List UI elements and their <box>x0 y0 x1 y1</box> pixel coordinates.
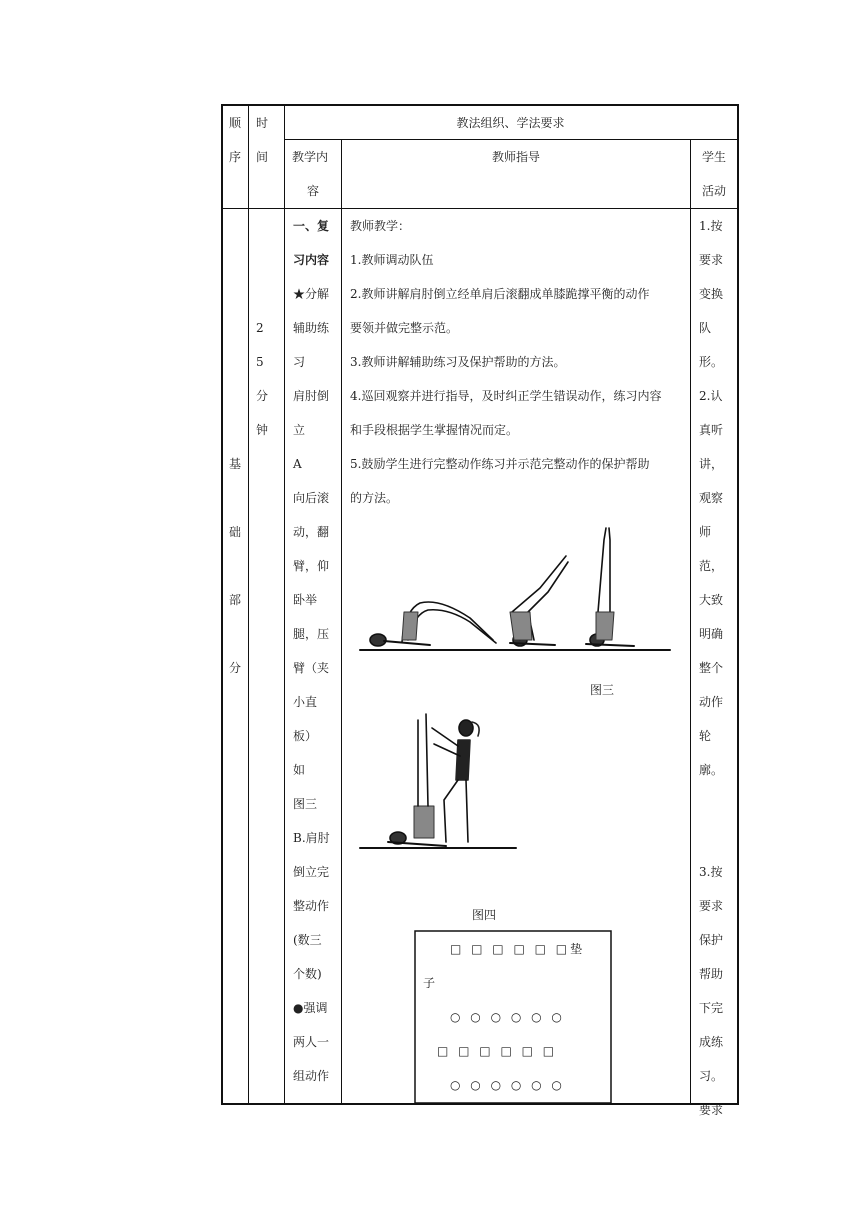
content-line: A <box>293 457 302 471</box>
header-span-title: 教法组织、学法要求 <box>456 116 565 130</box>
header-student-2: 活动 <box>702 184 727 198</box>
content-line: 习 <box>293 355 306 369</box>
student-line: 要求 <box>699 253 724 267</box>
header-time-2: 间 <box>256 150 269 164</box>
content-column <box>293 209 330 1093</box>
student-line: 廓。 <box>699 763 724 777</box>
content-line: (数三 <box>293 933 322 947</box>
teacher-line: 2.教师讲解肩肘倒立经单肩后滚翻成单膝跪撑平衡的动作 <box>350 287 650 301</box>
formation-row-1-wrap: 子 <box>423 976 436 990</box>
section-label-2: 础 <box>229 525 242 539</box>
content-line: 板） <box>293 729 318 743</box>
teacher-line: 1.教师调动队伍 <box>350 253 434 267</box>
content-line: 腿，压 <box>293 627 330 641</box>
content-line: B.肩肘 <box>293 831 330 845</box>
header-content-2: 容 <box>306 184 319 198</box>
time-char-4: 钟 <box>256 423 269 437</box>
header-content-1: 教学内 <box>292 150 329 164</box>
header-order-2: 序 <box>229 150 242 164</box>
student-line: 保护 <box>699 933 724 947</box>
table-border-bottom <box>221 1103 739 1105</box>
teacher-line: 教师教学： <box>350 219 411 233</box>
student-line <box>699 821 723 855</box>
content-line: 小直 <box>293 695 318 709</box>
content-line: 立 <box>293 423 306 437</box>
student-line: 观察 <box>699 491 724 505</box>
teacher-line: 3.教师讲解辅助练习及保护帮助的方法。 <box>350 355 566 369</box>
formation-row-2: ○ ○ ○ ○ ○ ○ <box>450 1010 565 1024</box>
section-label-1: 基 <box>229 457 242 471</box>
student-line: 范， <box>699 559 724 573</box>
figure3-caption: 图三 <box>590 683 615 697</box>
content-line: 个数) <box>293 967 322 981</box>
section-label-3: 部 <box>229 593 242 607</box>
student-line: 成练 <box>699 1035 724 1049</box>
student-line: 3.按 <box>699 865 723 879</box>
content-line: 两人一 <box>293 1035 330 1049</box>
student-line <box>699 787 723 821</box>
student-line: 轮 <box>699 729 712 743</box>
content-line: 肩肘倒 <box>293 389 330 403</box>
table-border-left <box>221 104 223 1105</box>
content-line: 臂（夹 <box>293 661 330 675</box>
teacher-column <box>350 209 661 515</box>
content-line: 整动作 <box>293 899 330 913</box>
student-column <box>699 209 723 1127</box>
table-border-top <box>221 104 739 106</box>
content-line: 倒立完 <box>293 865 330 879</box>
student-line: 队 <box>699 321 712 335</box>
student-line: 下完 <box>699 1001 724 1015</box>
figure4-caption: 图四 <box>472 908 497 922</box>
content-line: 组动作 <box>293 1069 330 1083</box>
header-time-1: 时 <box>256 116 269 130</box>
student-line: 讲， <box>699 457 724 471</box>
content-line: 如 <box>293 763 306 777</box>
student-line: 整个 <box>699 661 724 675</box>
student-line: 真听 <box>699 423 724 437</box>
content-line: ★分解 <box>293 287 330 301</box>
formation-row-3: □ □ □ □ □ □ <box>437 1044 558 1058</box>
time-char-3: 分 <box>256 389 269 403</box>
student-line: 明确 <box>699 627 724 641</box>
content-line: 卧举 <box>293 593 318 607</box>
teacher-line: 4.巡回观察并进行指导，及时纠正学生错误动作，练习内容 <box>350 389 662 403</box>
student-line: 动作 <box>699 695 724 709</box>
content-line: 图三 <box>293 797 318 811</box>
student-line: 师 <box>699 525 712 539</box>
student-line: 形。 <box>699 355 724 369</box>
student-line: 要求 <box>699 899 724 913</box>
table-border-right <box>737 104 739 1105</box>
content-line: 动，翻 <box>293 525 330 539</box>
student-line: 帮助 <box>699 967 724 981</box>
header-student-1: 学生 <box>702 150 727 164</box>
table-line-v4 <box>690 139 691 1104</box>
student-line: 大致 <box>699 593 724 607</box>
header-order-1: 顺 <box>229 116 242 130</box>
content-line: 辅助练 <box>293 321 330 335</box>
content-line: 一、复 <box>293 219 330 233</box>
section-label-4: 分 <box>229 661 242 675</box>
teacher-line: 的方法。 <box>350 491 399 505</box>
teacher-line: 5.鼓励学生进行完整动作练习并示范完整动作的保护帮助 <box>350 457 650 471</box>
table-line-v2 <box>284 104 285 1104</box>
student-line: 要求 <box>699 1103 724 1117</box>
table-line-v3 <box>341 139 342 1104</box>
content-line: 臂，仰 <box>293 559 330 573</box>
time-char-2: 5 <box>256 355 264 369</box>
formation-row-1: □ □ □ □ □ □垫 <box>450 942 586 956</box>
table-line-h1 <box>284 139 739 140</box>
teacher-line: 要领并做完整示范。 <box>350 321 459 335</box>
student-line: 变换 <box>699 287 724 301</box>
header-guide: 教师指导 <box>491 150 540 164</box>
student-line: 2.认 <box>699 389 723 403</box>
time-char-1: 2 <box>256 321 264 335</box>
content-line: ●强调 <box>293 1001 328 1015</box>
teacher-line: 和手段根据学生掌握情况而定。 <box>350 423 519 437</box>
table-line-v1 <box>248 104 249 1104</box>
student-line: 习。 <box>699 1069 724 1083</box>
content-line: 习内容 <box>293 253 330 267</box>
content-line: 向后滚 <box>293 491 330 505</box>
formation-row-4: ○ ○ ○ ○ ○ ○ <box>450 1078 565 1092</box>
student-line: 1.按 <box>699 219 723 233</box>
